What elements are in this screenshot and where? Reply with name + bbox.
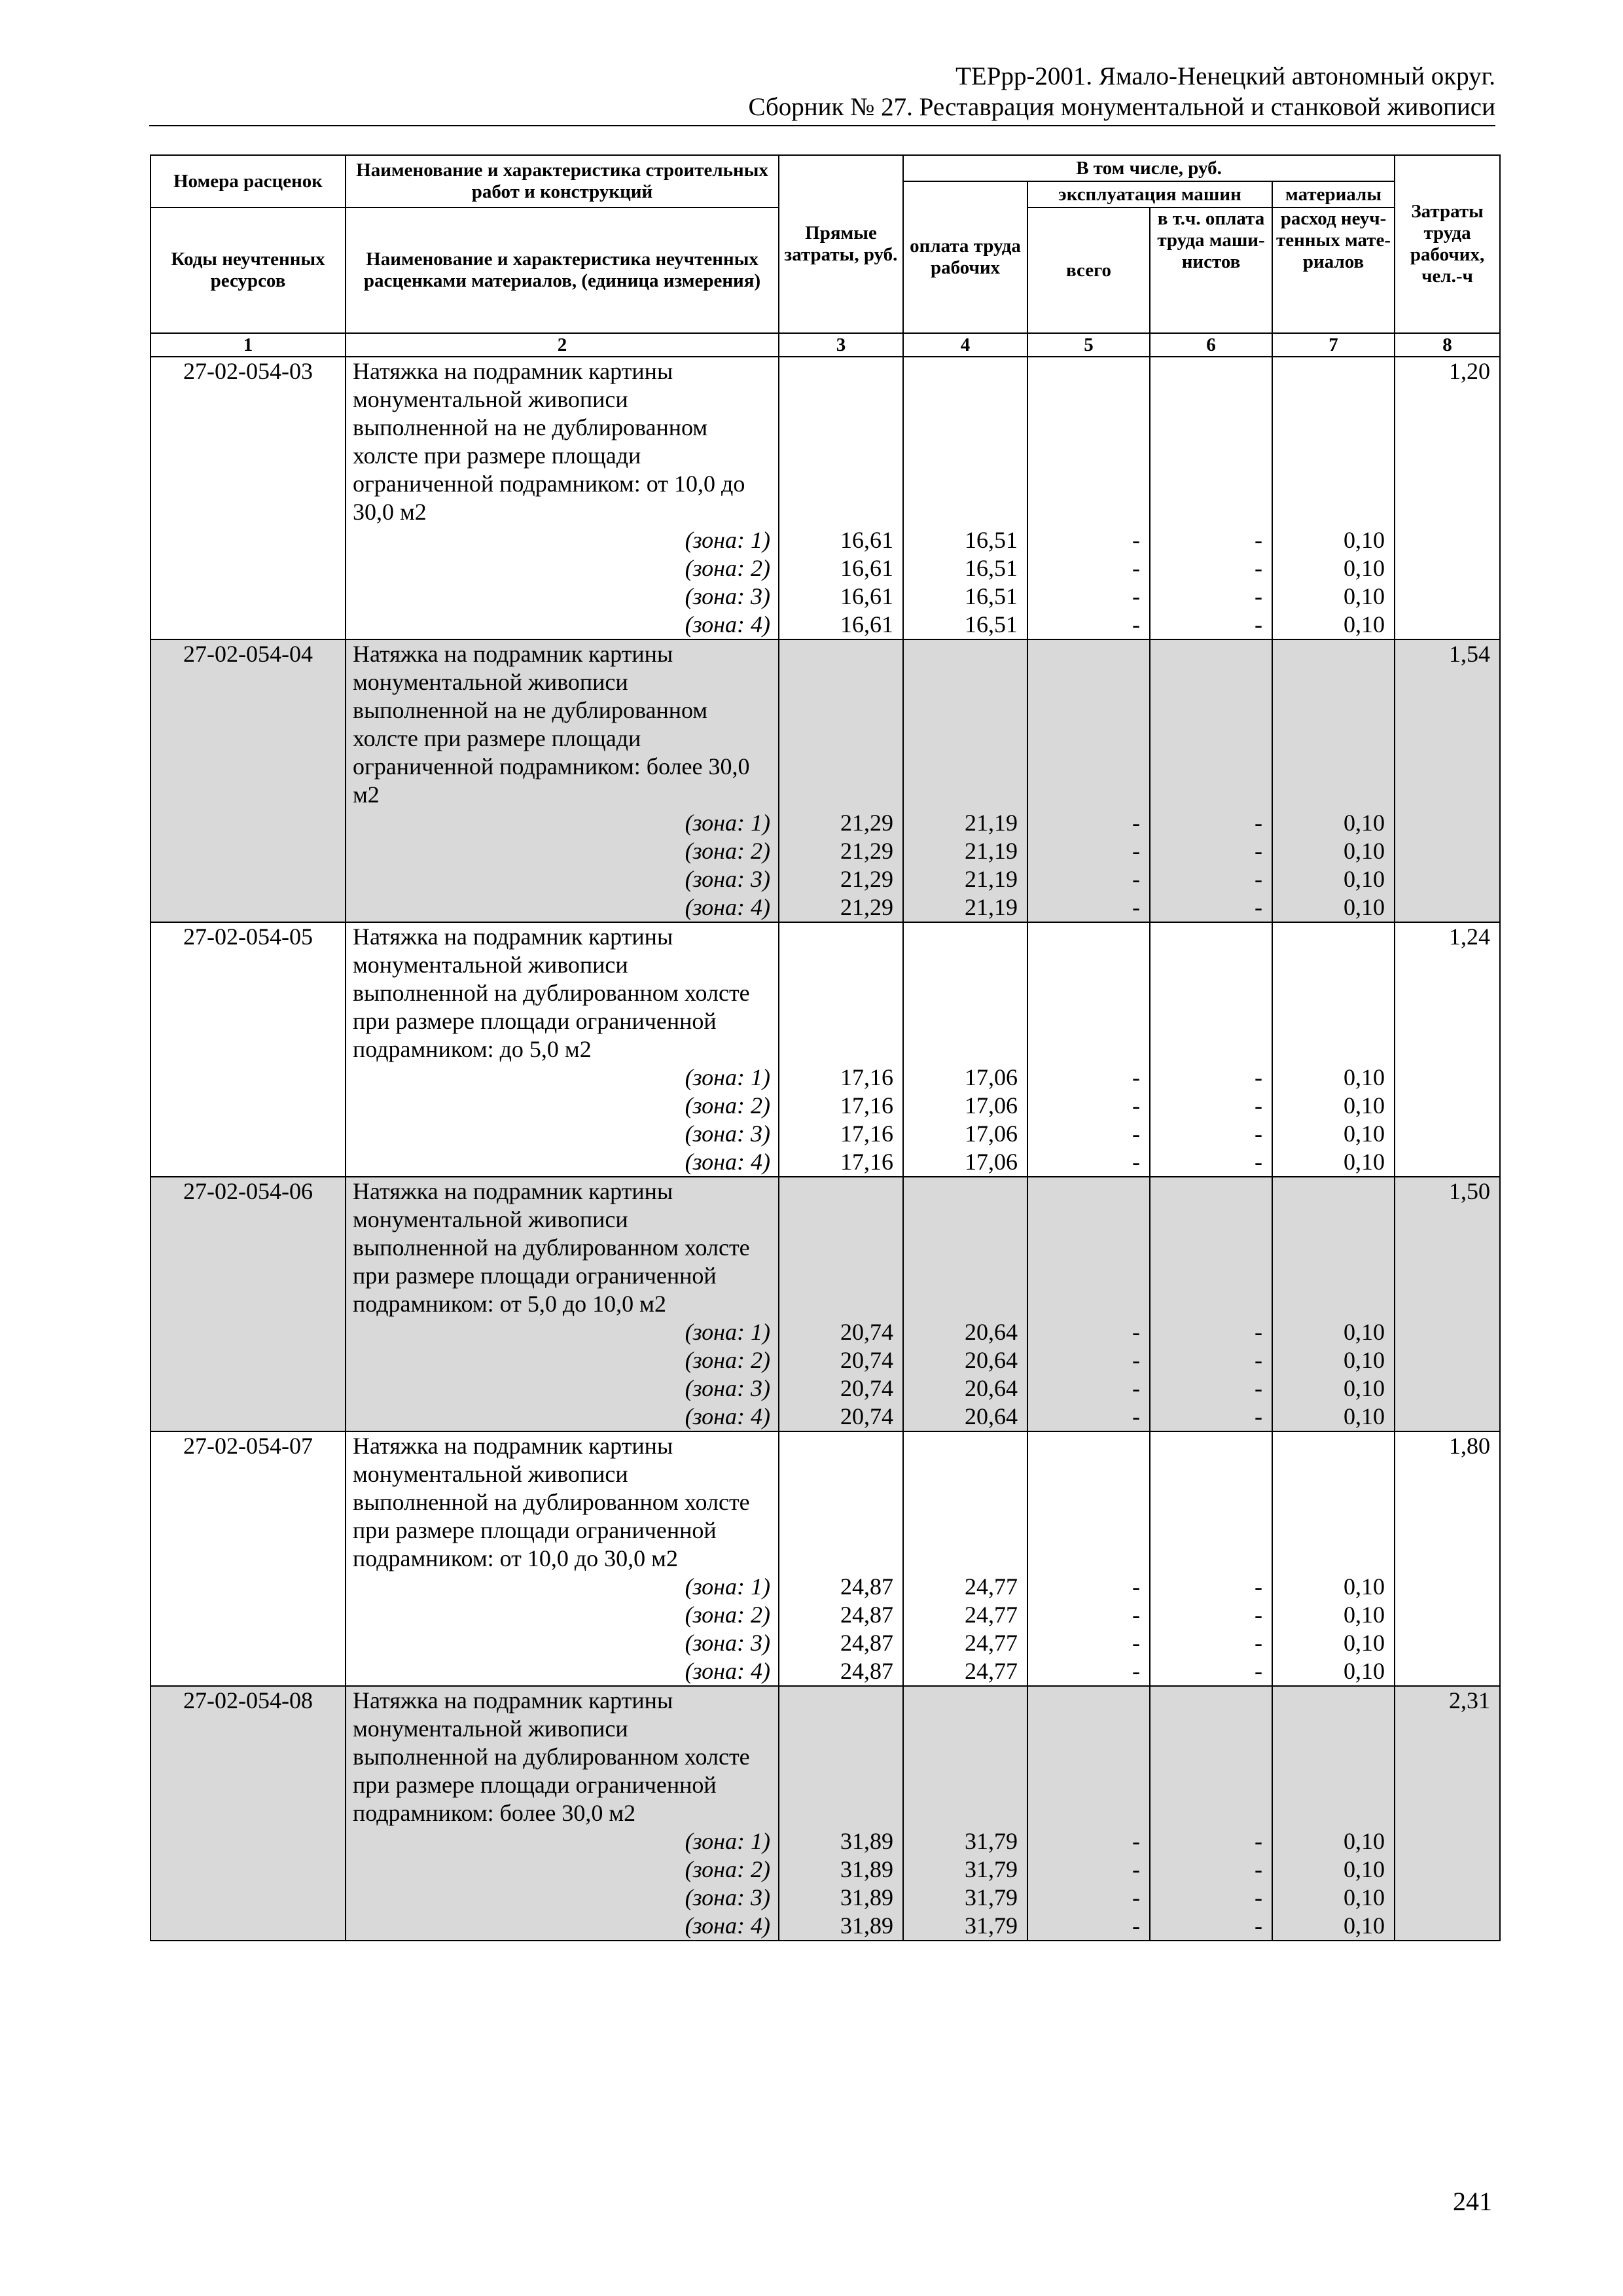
labor-cost-cell [1395, 922, 1500, 1177]
material-consumption-cell [1272, 1686, 1395, 1941]
machines-total: - [1132, 1347, 1140, 1373]
worker-wages-cell [903, 639, 1027, 922]
machinist-wages: - [1255, 1347, 1262, 1373]
machinist-wages: - [1255, 1630, 1262, 1656]
column-number: 8 [1395, 333, 1500, 357]
labor-cost: 1,20 [1449, 358, 1491, 384]
rate-description-cell [346, 1686, 779, 1941]
machines-total: - [1132, 527, 1140, 553]
description-line: ограниченной подрамником: более 30,0 [353, 753, 750, 780]
machinist-wages: - [1255, 1092, 1262, 1119]
description-line: 30,0 м2 [353, 499, 427, 525]
machines-total-cell [1027, 639, 1150, 922]
worker-wages: 21,19 [965, 810, 1018, 836]
rate-description-cell [346, 639, 779, 922]
worker-wages-cell [903, 1431, 1027, 1686]
material-consumption-cell [1272, 1431, 1395, 1686]
rate-code: 27-02-054-08 [183, 1687, 313, 1713]
material-consumption: 0,10 [1344, 1347, 1385, 1373]
machinist-wages: - [1255, 1884, 1262, 1910]
direct-cost: 24,87 [840, 1658, 893, 1684]
rate-description-cell [346, 922, 779, 1177]
machines-total: - [1132, 1121, 1140, 1147]
description-line: Натяжка на подрамник картины [353, 1433, 673, 1459]
machinist-wages: - [1255, 1149, 1262, 1175]
rate-code-cell [151, 1177, 346, 1431]
zone-label: (зона: 4) [685, 611, 770, 637]
direct-cost: 31,89 [840, 1884, 893, 1910]
material-consumption: 0,10 [1344, 1573, 1385, 1600]
zone-label: (зона: 3) [685, 1121, 770, 1147]
machinist-wages-cell [1150, 357, 1272, 639]
header-machinist-wages: в т.ч. оплата труда маши-нистов [1150, 207, 1272, 333]
header-machines-total: всего [1027, 207, 1150, 333]
column-number: 3 [779, 333, 903, 357]
direct-cost: 16,61 [840, 611, 893, 637]
description-line: монументальной живописи [353, 669, 628, 695]
machinist-wages: - [1255, 555, 1262, 581]
description-line: выполненной на дублированном холсте [353, 1744, 750, 1770]
zone-label: (зона: 2) [685, 838, 770, 864]
rate-code-cell [151, 357, 346, 639]
worker-wages: 17,06 [965, 1064, 1018, 1090]
worker-wages: 21,19 [965, 866, 1018, 892]
column-number: 7 [1272, 333, 1395, 357]
zone-label: (зона: 1) [685, 1573, 770, 1600]
running-header-line-1: ТЕРрр-2001. Ямало-Ненецкий автономный округ. [955, 62, 1495, 90]
zone-label: (зона: 3) [685, 583, 770, 609]
worker-wages-cell [903, 1177, 1027, 1431]
machinist-wages: - [1255, 838, 1262, 864]
labor-cost: 2,31 [1449, 1687, 1491, 1713]
header-rule [149, 125, 1495, 126]
material-consumption: 0,10 [1344, 1319, 1385, 1345]
material-consumption: 0,10 [1344, 866, 1385, 892]
zone-label: (зона: 2) [685, 555, 770, 581]
material-consumption: 0,10 [1344, 1403, 1385, 1429]
labor-cost-cell [1395, 639, 1500, 922]
machines-total: - [1132, 894, 1140, 920]
header-material-consumption: расход неуч-тенных мате-риалов [1272, 207, 1395, 333]
worker-wages: 20,64 [965, 1403, 1018, 1429]
machines-total: - [1132, 1375, 1140, 1401]
worker-wages: 16,51 [965, 555, 1018, 581]
machines-total: - [1132, 1828, 1140, 1854]
zone-label: (зона: 2) [685, 1347, 770, 1373]
rates-table [150, 154, 1501, 1941]
material-consumption: 0,10 [1344, 1884, 1385, 1910]
zone-label: (зона: 1) [685, 810, 770, 836]
material-consumption: 0,10 [1344, 1630, 1385, 1656]
worker-wages: 24,77 [965, 1658, 1018, 1684]
machines-total: - [1132, 1912, 1140, 1939]
worker-wages: 31,79 [965, 1856, 1018, 1882]
material-consumption: 0,10 [1344, 1375, 1385, 1401]
material-consumption: 0,10 [1344, 1856, 1385, 1882]
description-line: монументальной живописи [353, 1715, 628, 1742]
direct-cost: 17,16 [840, 1121, 893, 1147]
machinist-wages-cell [1150, 1431, 1272, 1686]
worker-wages: 17,06 [965, 1121, 1018, 1147]
direct-cost: 21,29 [840, 894, 893, 920]
machines-total: - [1132, 555, 1140, 581]
material-consumption-cell [1272, 922, 1395, 1177]
worker-wages-cell [903, 922, 1027, 1177]
rate-description-cell [346, 1431, 779, 1686]
zone-label: (зона: 1) [685, 1064, 770, 1090]
labor-cost-cell [1395, 1431, 1500, 1686]
header-labor-costs: Затраты труда рабочих, чел.-ч [1395, 155, 1500, 333]
description-line: подрамником: от 10,0 до 30,0 м2 [353, 1545, 678, 1571]
machines-total: - [1132, 1658, 1140, 1684]
description-line: при размере площади ограниченной [353, 1517, 717, 1543]
description-line: Натяжка на подрамник картины [353, 1687, 673, 1713]
worker-wages: 24,77 [965, 1602, 1018, 1628]
header-materials: материалы [1272, 181, 1395, 207]
direct-cost: 31,89 [840, 1828, 893, 1854]
description-line: монументальной живописи [353, 386, 628, 412]
machinist-wages: - [1255, 1121, 1262, 1147]
direct-cost: 16,61 [840, 555, 893, 581]
header-rate-numbers: Номера расценок [151, 155, 346, 207]
machinist-wages: - [1255, 583, 1262, 609]
worker-wages: 16,51 [965, 583, 1018, 609]
description-line: монументальной живописи [353, 1206, 628, 1232]
material-consumption: 0,10 [1344, 527, 1385, 553]
description-line: м2 [353, 781, 380, 808]
worker-wages: 16,51 [965, 611, 1018, 637]
labor-cost-cell [1395, 357, 1500, 639]
header-work-name: Наименование и характеристика строительных работ и конструкций [346, 155, 779, 207]
description-line: Натяжка на подрамник картины [353, 641, 673, 667]
machinist-wages: - [1255, 1573, 1262, 1600]
direct-cost-cell [779, 922, 903, 1177]
direct-cost: 20,74 [840, 1347, 893, 1373]
machinist-wages: - [1255, 1319, 1262, 1345]
zone-label: (зона: 4) [685, 1658, 770, 1684]
machinist-wages: - [1255, 1064, 1262, 1090]
rate-code: 27-02-054-03 [183, 358, 313, 384]
worker-wages: 17,06 [965, 1092, 1018, 1119]
material-consumption: 0,10 [1344, 1092, 1385, 1119]
machines-total-cell [1027, 1686, 1150, 1941]
column-numbers-row [151, 333, 1500, 357]
material-consumption: 0,10 [1344, 1602, 1385, 1628]
rate-entry [151, 1431, 1500, 1686]
worker-wages: 31,79 [965, 1828, 1018, 1854]
zone-label: (зона: 3) [685, 866, 770, 892]
column-number: 6 [1150, 333, 1272, 357]
labor-cost: 1,80 [1449, 1433, 1491, 1459]
direct-cost: 21,29 [840, 810, 893, 836]
rate-entry [151, 357, 1500, 639]
machines-total: - [1132, 1064, 1140, 1090]
header-material-name: Наименование и характеристика неучтенных расценками материалов, (единица измерения) [346, 207, 779, 333]
machinist-wages: - [1255, 527, 1262, 553]
running-header-line-2: Сборник № 27. Реставрация монументальной и станковой живописи [748, 93, 1495, 121]
rate-code: 27-02-054-06 [183, 1178, 313, 1204]
worker-wages: 21,19 [965, 838, 1018, 864]
material-consumption: 0,10 [1344, 611, 1385, 637]
rate-code: 27-02-054-05 [183, 924, 313, 950]
description-line: Натяжка на подрамник картины [353, 358, 673, 384]
header-worker-wages: оплата труда рабочих [903, 181, 1027, 333]
header-direct-costs: Прямые затраты, руб. [779, 155, 903, 333]
machines-total: - [1132, 1856, 1140, 1882]
rate-code-cell [151, 922, 346, 1177]
worker-wages: 20,64 [965, 1319, 1018, 1345]
worker-wages-cell [903, 357, 1027, 639]
material-consumption: 0,10 [1344, 1828, 1385, 1854]
rate-description-cell [346, 1177, 779, 1431]
direct-cost: 24,87 [840, 1573, 893, 1600]
rate-description-cell [346, 357, 779, 639]
header-including: В том числе, руб. [903, 155, 1395, 181]
worker-wages: 31,79 [965, 1912, 1018, 1939]
direct-cost: 31,89 [840, 1912, 893, 1939]
direct-cost-cell [779, 1431, 903, 1686]
description-line: выполненной на дублированном холсте [353, 980, 750, 1006]
zone-label: (зона: 4) [685, 1403, 770, 1429]
worker-wages: 20,64 [965, 1375, 1018, 1401]
rate-entry [151, 1177, 1500, 1431]
worker-wages: 31,79 [965, 1884, 1018, 1910]
machinist-wages: - [1255, 1828, 1262, 1854]
rate-entry [151, 639, 1500, 922]
direct-cost: 24,87 [840, 1630, 893, 1656]
rate-entry [151, 1686, 1500, 1941]
zone-label: (зона: 4) [685, 894, 770, 920]
material-consumption: 0,10 [1344, 555, 1385, 581]
machines-total: - [1132, 583, 1140, 609]
machinist-wages: - [1255, 1375, 1262, 1401]
zone-label: (зона: 3) [685, 1375, 770, 1401]
worker-wages: 17,06 [965, 1149, 1018, 1175]
machinist-wages: - [1255, 810, 1262, 836]
worker-wages: 24,77 [965, 1630, 1018, 1656]
machinist-wages: - [1255, 1912, 1262, 1939]
material-consumption: 0,10 [1344, 1658, 1385, 1684]
direct-cost: 21,29 [840, 838, 893, 864]
zone-label: (зона: 4) [685, 1912, 770, 1939]
description-line: выполненной на дублированном холсте [353, 1234, 750, 1261]
worker-wages: 20,64 [965, 1347, 1018, 1373]
direct-cost: 16,61 [840, 583, 893, 609]
rate-code-cell [151, 1431, 346, 1686]
zone-label: (зона: 1) [685, 527, 770, 553]
machines-total: - [1132, 810, 1140, 836]
machines-total-cell [1027, 922, 1150, 1177]
header-machine-operation: эксплуатация машин [1027, 181, 1272, 207]
worker-wages: 24,77 [965, 1573, 1018, 1600]
header-resource-codes: Коды неучтенных ресурсов [151, 207, 346, 333]
description-line: Натяжка на подрамник картины [353, 1178, 673, 1204]
column-number: 5 [1027, 333, 1150, 357]
zone-label: (зона: 4) [685, 1149, 770, 1175]
description-line: монументальной живописи [353, 952, 628, 978]
worker-wages: 21,19 [965, 894, 1018, 920]
material-consumption: 0,10 [1344, 894, 1385, 920]
description-line: подрамником: более 30,0 м2 [353, 1800, 636, 1826]
direct-cost: 20,74 [840, 1375, 893, 1401]
material-consumption-cell [1272, 639, 1395, 922]
description-line: выполненной на дублированном холсте [353, 1489, 750, 1515]
machines-total: - [1132, 1602, 1140, 1628]
machines-total: - [1132, 1092, 1140, 1119]
direct-cost-cell [779, 1177, 903, 1431]
description-line: холсте при размере площади [353, 442, 641, 469]
direct-cost: 17,16 [840, 1064, 893, 1090]
column-number: 2 [346, 333, 779, 357]
zone-label: (зона: 3) [685, 1884, 770, 1910]
machines-total-cell [1027, 357, 1150, 639]
page-number: 241 [1453, 2187, 1492, 2216]
machines-total: - [1132, 611, 1140, 637]
zone-label: (зона: 2) [685, 1602, 770, 1628]
description-line: подрамником: от 5,0 до 10,0 м2 [353, 1291, 666, 1317]
description-line: при размере площади ограниченной [353, 1008, 717, 1034]
worker-wages: 16,51 [965, 527, 1018, 553]
description-line: монументальной живописи [353, 1461, 628, 1487]
machines-total-cell [1027, 1177, 1150, 1431]
direct-cost-cell [779, 1686, 903, 1941]
machines-total: - [1132, 1403, 1140, 1429]
worker-wages-cell [903, 1686, 1027, 1941]
zone-label: (зона: 2) [685, 1856, 770, 1882]
rate-code-cell [151, 1686, 346, 1941]
description-line: подрамником: до 5,0 м2 [353, 1036, 592, 1062]
machines-total: - [1132, 1149, 1140, 1175]
labor-cost: 1,54 [1449, 641, 1491, 667]
description-line: ограниченной подрамником: от 10,0 до [353, 471, 745, 497]
direct-cost: 31,89 [840, 1856, 893, 1882]
machinist-wages: - [1255, 894, 1262, 920]
description-line: Натяжка на подрамник картины [353, 924, 673, 950]
labor-cost: 1,50 [1449, 1178, 1491, 1204]
direct-cost: 17,16 [840, 1092, 893, 1119]
direct-cost: 20,74 [840, 1319, 893, 1345]
zone-label: (зона: 3) [685, 1630, 770, 1656]
description-line: при размере площади ограниченной [353, 1772, 717, 1798]
labor-cost-cell [1395, 1686, 1500, 1941]
machinist-wages: - [1255, 1602, 1262, 1628]
machines-total: - [1132, 1319, 1140, 1345]
rate-code: 27-02-054-07 [183, 1433, 313, 1459]
machines-total: - [1132, 838, 1140, 864]
material-consumption: 0,10 [1344, 583, 1385, 609]
machinist-wages: - [1255, 611, 1262, 637]
direct-cost: 24,87 [840, 1602, 893, 1628]
machinist-wages-cell [1150, 922, 1272, 1177]
direct-cost: 16,61 [840, 527, 893, 553]
rate-entry [151, 922, 1500, 1177]
column-number: 1 [151, 333, 346, 357]
machinist-wages-cell [1150, 1686, 1272, 1941]
zone-label: (зона: 2) [685, 1092, 770, 1119]
machinist-wages: - [1255, 1658, 1262, 1684]
machinist-wages: - [1255, 1403, 1262, 1429]
labor-cost-cell [1395, 1177, 1500, 1431]
material-consumption: 0,10 [1344, 1149, 1385, 1175]
machinist-wages: - [1255, 1856, 1262, 1882]
machinist-wages-cell [1150, 639, 1272, 922]
material-consumption: 0,10 [1344, 838, 1385, 864]
machines-total: - [1132, 1573, 1140, 1600]
column-number: 4 [903, 333, 1027, 357]
material-consumption: 0,10 [1344, 1064, 1385, 1090]
description-line: выполненной на не дублированном [353, 697, 708, 723]
direct-cost: 20,74 [840, 1403, 893, 1429]
material-consumption: 0,10 [1344, 1121, 1385, 1147]
machinist-wages-cell [1150, 1177, 1272, 1431]
zone-label: (зона: 1) [685, 1319, 770, 1345]
direct-cost: 17,16 [840, 1149, 893, 1175]
material-consumption-cell [1272, 357, 1395, 639]
labor-cost: 1,24 [1449, 924, 1491, 950]
material-consumption: 0,10 [1344, 810, 1385, 836]
description-line: при размере площади ограниченной [353, 1263, 717, 1289]
description-line: холсте при размере площади [353, 725, 641, 751]
rate-code-cell [151, 639, 346, 922]
material-consumption-cell [1272, 1177, 1395, 1431]
machinist-wages: - [1255, 866, 1262, 892]
zone-label: (зона: 1) [685, 1828, 770, 1854]
direct-cost-cell [779, 357, 903, 639]
machines-total: - [1132, 1630, 1140, 1656]
material-consumption: 0,10 [1344, 1912, 1385, 1939]
direct-cost: 21,29 [840, 866, 893, 892]
rate-code: 27-02-054-04 [183, 641, 313, 667]
machines-total: - [1132, 1884, 1140, 1910]
machines-total: - [1132, 866, 1140, 892]
direct-cost-cell [779, 639, 903, 922]
description-line: выполненной на не дублированном [353, 414, 708, 440]
machines-total-cell [1027, 1431, 1150, 1686]
